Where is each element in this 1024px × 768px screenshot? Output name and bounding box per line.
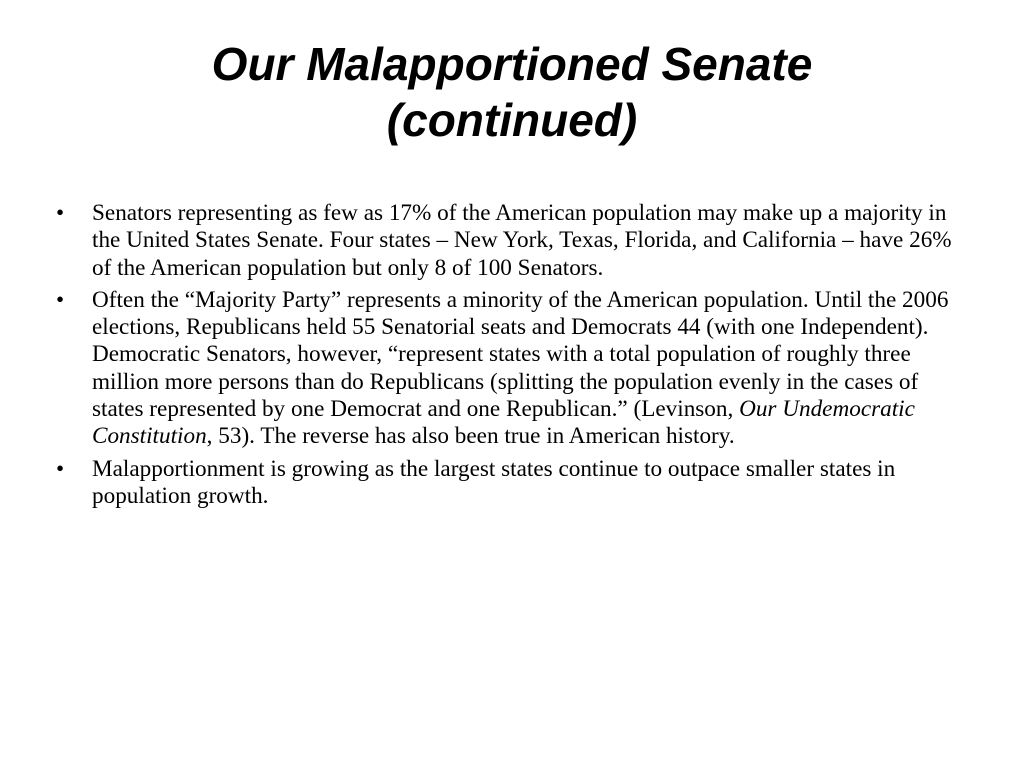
title-line-1: Our Malapportioned Senate bbox=[211, 38, 813, 90]
bullet-text: Senators representing as few as 17% of the American population may make up a majority in the United States Senate. Four states – New York, Texas, Florida, and California – have 26% of the American population but only 8 of 100 Senators. bbox=[92, 200, 952, 281]
bullet-dot-icon: • bbox=[56, 286, 65, 313]
bullet-text bbox=[92, 287, 948, 449]
bullet-list bbox=[56, 200, 961, 515]
bullet-text-after: , 53). The reverse has also been true in American history. bbox=[206, 423, 735, 450]
bullet-dot-icon: • bbox=[56, 455, 65, 482]
bullet-item-senate-majority bbox=[56, 200, 961, 282]
bullet-dot-icon: • bbox=[56, 200, 65, 226]
bullet-item-malapportionment bbox=[56, 456, 961, 511]
slide-title bbox=[60, 36, 964, 148]
title-line-2: (continued) bbox=[386, 94, 638, 146]
bullet-text: Malapportionment is growing as the largest states continue to outpace smaller states in population growth. bbox=[92, 455, 896, 509]
bullet-item-majority-party bbox=[56, 287, 961, 451]
bullet-text-before: Often the “Majority Party” represents a minority of the American population. Until the 2006 elections, Republicans held 55 Senatorial seats and Democrats 44 (with one Independent). Democratic Senators, however, “represent states with a total population of roughly three million more persons than do Republicans (splitting the population evenly in the cases of states represented by one Democrat and one Republican.” (Levinson, bbox=[92, 286, 949, 423]
book-title: Our Undemocratic Constitution bbox=[92, 396, 915, 450]
